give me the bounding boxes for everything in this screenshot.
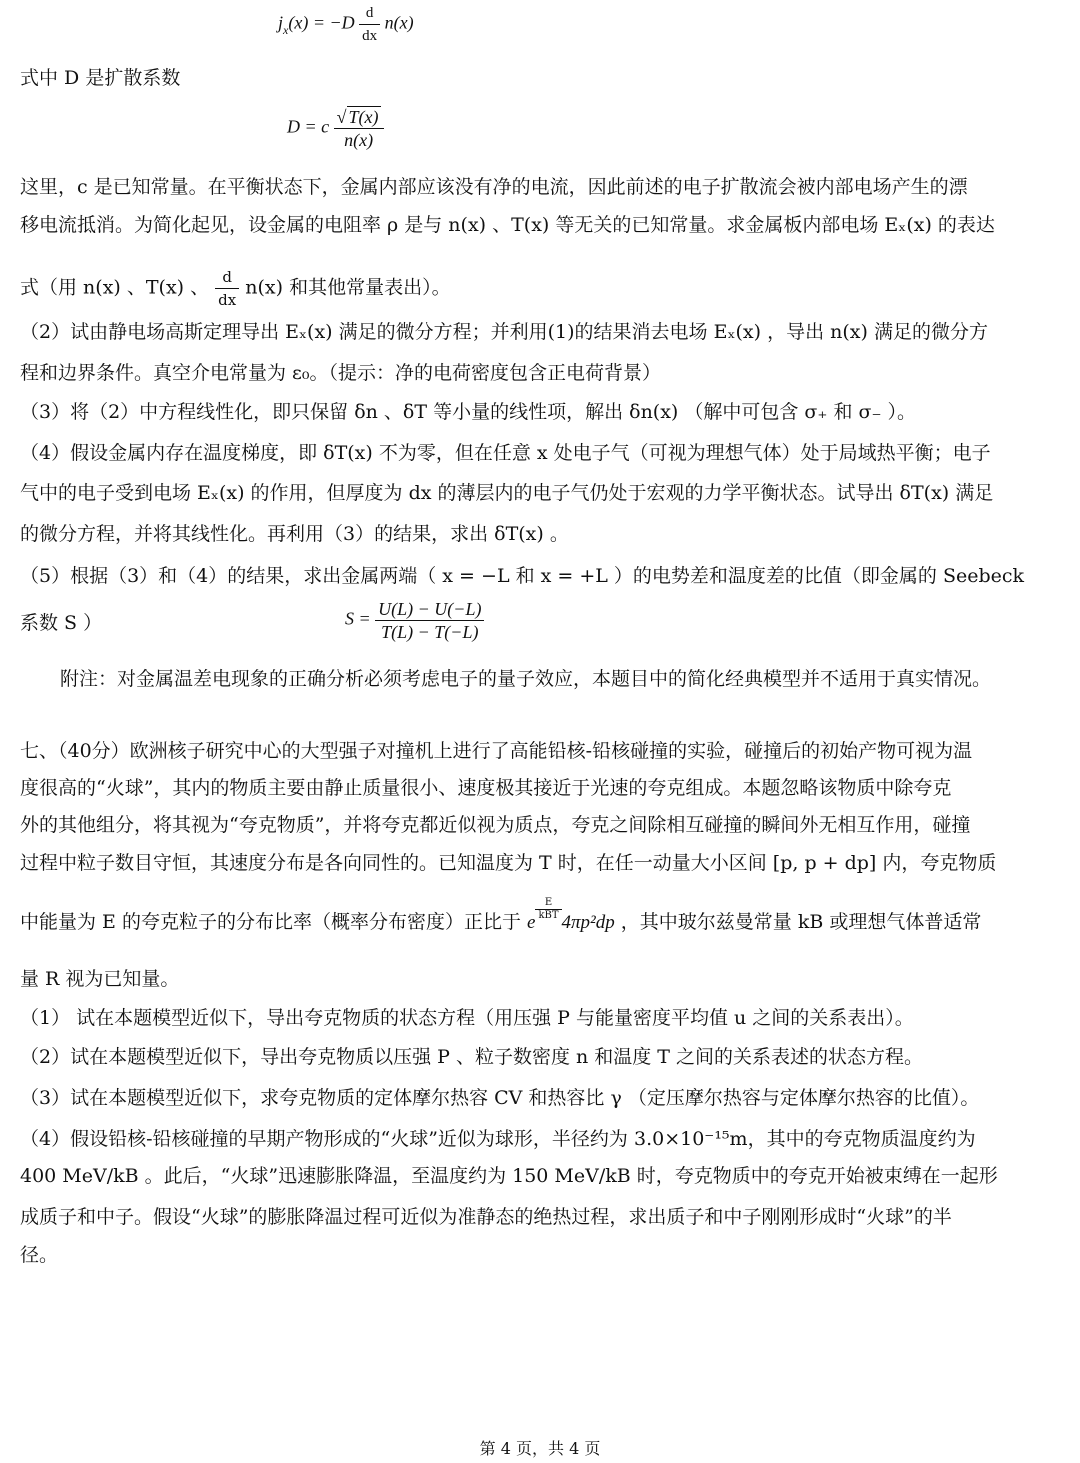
- text-line: 系数 S ）: [20, 612, 103, 634]
- text-line: 式（用 n(x) 、T(x) 、 $\frac{d}{dx}$ n(x) 和其他常量表出）。: [20, 268, 451, 309]
- text-line: 径。: [20, 1244, 59, 1266]
- text-line: 这里，c 是已知常量。在平衡状态下，金属内部应该没有净的电流，因此前述的电子扩散流会被内部电场产生的漂: [20, 176, 968, 198]
- text-line: 中能量为 E 的夸克粒子的分布比率（概率分布密度）正比于 e $\frac{E}{\text{kBT}}$ 4πp²dp ，其中玻尔兹曼常量 kB 或理想气体普适常: [20, 896, 982, 933]
- text-line: （4）假设铅核-铅核碰撞的早期产物形成的“火球”近似为球形，半径约为 3.0×10⁻¹⁵m，其中的夸克物质温度约为: [20, 1128, 976, 1150]
- text-line: 成质子和中子。假设“火球”的膨胀降温过程可近似为准静态的绝热过程，求出质子和中子刚刚形成时“火球”的半: [20, 1206, 952, 1228]
- text-line: 量 R 视为已知量。: [20, 968, 180, 990]
- text-line: （3）将（2）中方程线性化，即只保留 δn 、δT 等小量的线性项，解出 δn(x) （解中可包含 σ₊ 和 σ₋ ）。: [20, 401, 917, 423]
- text-line: 外的其他组分，将其视为“夸克物质”，并将夸克都近似视为质点，夸克之间除相互碰撞的瞬间外无相互作用，碰撞: [20, 814, 971, 836]
- text-line: 度很高的“火球”，其内的物质主要由静止质量很小、速度极其接近于光速的夸克组成。本题忽略该物质中除夸克: [20, 777, 952, 799]
- formula-jx: $j_x(x) = -D$ $\frac{d}{dx}$ n(x): [278, 2, 414, 47]
- text-line: （3）试在本题模型近似下，求夸克物质的定体摩尔热容 CV 和热容比 γ （定压摩尔热容与定体摩尔热容的比值）。: [20, 1087, 980, 1109]
- text-line: 气中的电子受到电场 Eₓ(x) 的作用，但厚度为 dx 的薄层内的电子气仍处于宏观的力学平衡状态。试导出 δT(x) 满足: [20, 482, 994, 504]
- text-line: （2）试在本题模型近似下，导出夸克物质以压强 P 、粒子数密度 n 和温度 T 之间的关系表述的状态方程。: [20, 1046, 924, 1068]
- formula-d-dx: $\frac{d}{dx}$: [215, 266, 239, 311]
- formula-seebeck: S = $\frac{U(L) - U(-L)}{T(L) - T(-L)}$: [345, 598, 484, 643]
- text-line: （5）根据（3）和（4）的结果，求出金属两端（ x = −L 和 x = +L ）的电势差和温度差的比值（即金属的 Seebeck: [20, 565, 1025, 587]
- text-line: 七、（40分）欧洲核子研究中心的大型强子对撞机上进行了高能铅核-铅核碰撞的实验，碰撞后的初始产物可视为温: [20, 740, 973, 762]
- text-line: 式中 D 是扩散系数: [20, 67, 181, 89]
- text-line: 的微分方程，并将其线性化。再利用（3）的结果，求出 δT(x) 。: [20, 523, 569, 545]
- text-line: 程和边界条件。真空介电常量为 ε₀。（提示：净的电荷密度包含正电荷背景）: [20, 362, 662, 384]
- text-line: （1） 试在本题模型近似下，导出夸克物质的状态方程（用压强 P 与能量密度平均值 u 之间的关系表出）。: [20, 1007, 914, 1029]
- formula-boltzmann: e: [527, 912, 536, 933]
- text-line: 移电流抵消。为简化起见，设金属的电阻率 ρ 是与 n(x) 、T(x) 等无关的已知常量。求金属板内部电场 Eₓ(x) 的表达: [20, 214, 995, 236]
- text-line: 400 MeV/kB 。此后，“火球”迅速膨胀降温，至温度约为 150 MeV/kB 时，夸克物质中的夸克开始被束缚在一起形: [20, 1165, 998, 1187]
- page-footer: 第 4 页，共 4 页: [479, 1439, 601, 1458]
- formula-D: D = c $\frac{√ T(x)}{n(x)}$: [287, 106, 384, 151]
- note: 附注：对金属温差电现象的正确分析必须考虑电子的量子效应，本题目中的简化经典模型并不适用于真实情况。: [60, 668, 992, 690]
- text-line: （4）假设金属内存在温度梯度，即 δT(x) 不为零，但在任意 x 处电子气（可视为理想气体）处于局域热平衡；电子: [20, 442, 991, 464]
- text-line: 过程中粒子数目守恒，其速度分布是各向同性的。已知温度为 T 时，在任一动量大小区间 [p, p + dp] 内，夸克物质: [20, 852, 997, 874]
- text-line: （2）试由静电场高斯定理导出 Eₓ(x) 满足的微分方程；并利用(1)的结果消去电场 Eₓ(x) ，导出 n(x) 满足的微分方: [20, 321, 988, 343]
